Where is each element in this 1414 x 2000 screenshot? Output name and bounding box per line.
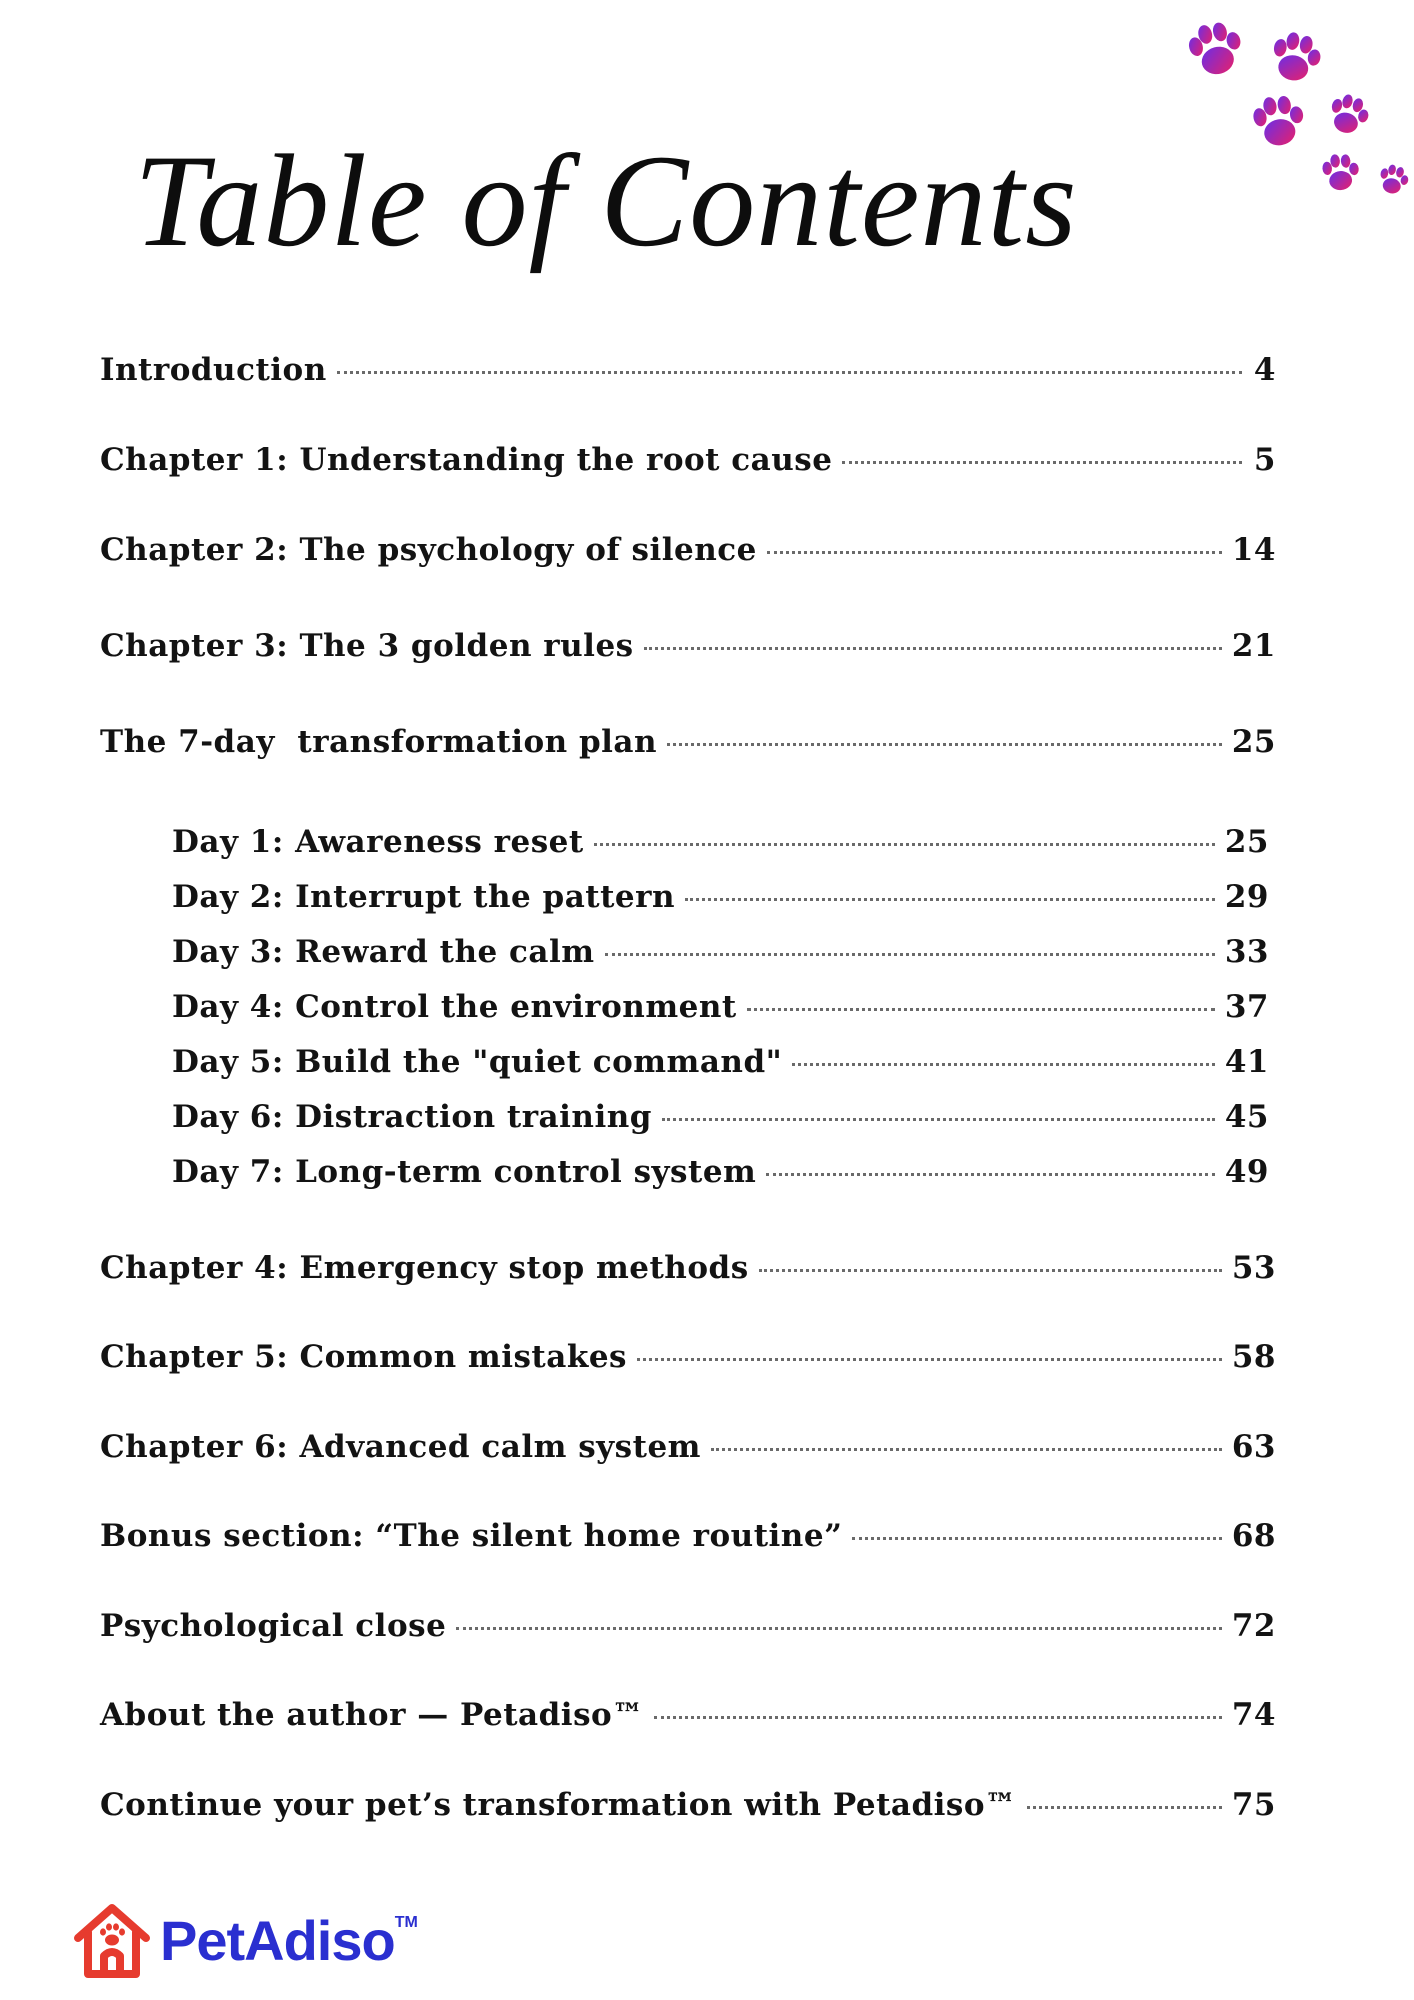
- paw-print-icon: [1326, 91, 1373, 138]
- toc-entry[interactable]: [100, 1337, 1276, 1377]
- toc-entry-label: Chapter 3: The 3 golden rules: [100, 628, 634, 664]
- toc-dot-leader: [654, 1716, 1222, 1719]
- toc-entry-label: Day 1: Awareness reset: [172, 824, 584, 860]
- toc-entry[interactable]: [100, 1785, 1276, 1825]
- toc-dot-leader: [667, 743, 1222, 746]
- toc-dot-leader: [766, 1173, 1215, 1176]
- toc-entry-label: Day 3: Reward the calm: [172, 934, 595, 970]
- toc-entry-label: Chapter 5: Common mistakes: [100, 1339, 627, 1375]
- toc-dot-leader: [792, 1063, 1215, 1066]
- toc-entry[interactable]: [100, 1516, 1276, 1556]
- toc-page-number: 63: [1231, 1429, 1276, 1465]
- toc-entry-label: Chapter 2: The psychology of silence: [100, 532, 757, 568]
- toc-entry-label: Psychological close: [100, 1608, 447, 1644]
- paw-print-icon: [1377, 163, 1410, 197]
- petadiso-logo: [70, 1900, 418, 1980]
- toc-page-number: 37: [1224, 989, 1269, 1025]
- toc-subentry[interactable]: [172, 877, 1269, 917]
- toc-subentry[interactable]: [172, 987, 1269, 1027]
- toc-entry[interactable]: [100, 1427, 1276, 1467]
- toc-page-number: 29: [1224, 879, 1269, 915]
- paw-prints-decoration: [1170, 10, 1410, 200]
- toc-page-number: 14: [1231, 532, 1276, 568]
- toc-entry[interactable]: [100, 1606, 1276, 1646]
- toc-entry-label: Day 2: Interrupt the pattern: [172, 879, 676, 915]
- toc-entry-label: Continue your pet’s transformation with Petadiso™: [100, 1787, 1017, 1823]
- toc-page-number: 45: [1224, 1099, 1269, 1135]
- toc-entry[interactable]: [100, 722, 1276, 762]
- toc-page-number: 25: [1224, 824, 1269, 860]
- paw-print-icon: [1250, 92, 1307, 149]
- toc-page-number: 5: [1253, 442, 1276, 478]
- toc-subentry[interactable]: [172, 932, 1269, 972]
- toc-subentry[interactable]: [172, 822, 1269, 862]
- toc-page-number: 4: [1253, 352, 1276, 388]
- paw-print-icon: [1321, 152, 1360, 191]
- toc-page-number: 21: [1231, 628, 1276, 664]
- toc-page-number: 68: [1231, 1518, 1276, 1554]
- toc-dot-leader: [747, 1008, 1215, 1011]
- toc-entry[interactable]: [100, 530, 1276, 570]
- toc-page-number: 75: [1231, 1787, 1276, 1823]
- toc-dot-leader: [842, 461, 1242, 464]
- toc-dot-leader: [767, 551, 1222, 554]
- toc-dot-leader: [852, 1537, 1221, 1540]
- logo-wordmark: PetAdiso: [160, 1908, 395, 1972]
- toc-dot-leader: [685, 898, 1215, 901]
- toc-dot-leader: [337, 371, 1242, 374]
- toc-entry[interactable]: [100, 1248, 1276, 1288]
- toc-page-number: 74: [1231, 1697, 1276, 1733]
- toc-subentry[interactable]: [172, 1042, 1269, 1082]
- toc-entry-label: Chapter 6: Advanced calm system: [100, 1429, 701, 1465]
- toc-entry-label: Day 4: Control the environment: [172, 989, 737, 1025]
- page-title: Table of Contents: [134, 127, 1078, 274]
- toc-dot-leader: [711, 1448, 1222, 1451]
- house-paw-icon: [70, 1900, 154, 1980]
- toc-entry[interactable]: [100, 440, 1276, 480]
- toc-entry[interactable]: [100, 350, 1276, 390]
- toc-entry-label: Chapter 1: Understanding the root cause: [100, 442, 833, 478]
- toc-entry[interactable]: [100, 626, 1276, 666]
- toc-dot-leader: [637, 1358, 1222, 1361]
- toc-dot-leader: [594, 843, 1215, 846]
- toc-dot-leader: [662, 1118, 1215, 1121]
- toc-subentry[interactable]: [172, 1152, 1269, 1192]
- toc-page-number: 72: [1231, 1608, 1276, 1644]
- toc-page-number: 25: [1231, 724, 1276, 760]
- toc-page-number: 41: [1224, 1044, 1269, 1080]
- toc-entry-label: The 7-day transformation plan: [100, 724, 658, 760]
- paw-print-icon: [1185, 17, 1248, 80]
- toc-dot-leader: [644, 647, 1222, 650]
- toc-entry-label: Day 6: Distraction training: [172, 1099, 652, 1135]
- toc-entry[interactable]: [100, 1695, 1276, 1735]
- toc-dot-leader: [1027, 1806, 1222, 1809]
- toc-entry-label: Day 5: Build the "quiet command": [172, 1044, 783, 1080]
- toc-page-number: 33: [1224, 934, 1269, 970]
- toc-entry-label: Introduction: [100, 352, 327, 388]
- toc-entry-label: About the author — Petadiso™: [100, 1697, 644, 1733]
- toc-dot-leader: [605, 953, 1215, 956]
- toc-page-number: 53: [1231, 1250, 1276, 1286]
- logo-trademark: TM: [394, 1914, 418, 1931]
- toc-subentry[interactable]: [172, 1097, 1269, 1137]
- toc-entry-label: Chapter 4: Emergency stop methods: [100, 1250, 749, 1286]
- toc-dot-leader: [759, 1269, 1222, 1272]
- toc-page-number: 58: [1231, 1339, 1276, 1375]
- toc-dot-leader: [456, 1627, 1222, 1630]
- toc-entry-label: Day 7: Long-term control system: [172, 1154, 757, 1190]
- toc-page-number: 49: [1224, 1154, 1269, 1190]
- toc-entry-label: Bonus section: “The silent home routine”: [100, 1518, 843, 1554]
- logo-paw-mark: [100, 1923, 125, 1945]
- paw-print-icon: [1269, 29, 1324, 84]
